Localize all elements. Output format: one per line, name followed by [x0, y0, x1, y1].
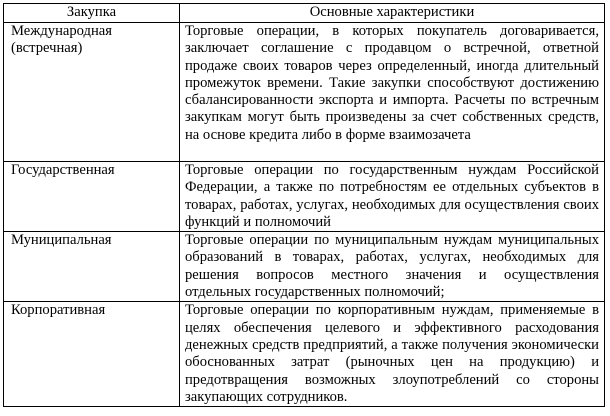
row-name: Государственная [4, 162, 180, 232]
row-name: Муниципальная [4, 232, 180, 302]
table-row [4, 162, 605, 232]
row-description: Торговые операции, в которых покупатель договаривается, заключает соглашение с продавцом о встречной, ответной продаже своих товаров через определенный, иногда длительный промежуток времени. Такие закупки способствуют достижению сбалансированности экспорта и импорта. Расчеты по встречным закупкам могут быть произведены за счет собственных средств, на основе кредита либо в форме взаимозачета [180, 23, 605, 162]
table-header-row [4, 4, 605, 23]
procurement-types-table [3, 3, 605, 407]
table-row [4, 232, 605, 302]
row-description: Торговые операции по корпоративным нуждам, применяемые в целях обеспечения целевого и эффективного расходования денежных средств предприятий, а также получения экономически обоснованных затрат (рыночных цен на продукцию) и предотвращения возможных злоупотреблений со стороны закупающих сотрудников. [180, 302, 605, 407]
header-procurement: Закупка [4, 4, 180, 23]
row-name: Международная (встречная) [4, 23, 180, 162]
table-row [4, 302, 605, 407]
table-row [4, 23, 605, 162]
header-characteristics: Основные характеристики [180, 4, 605, 23]
row-description: Торговые операции по муниципальным нуждам муниципальных образований в товарах, работах, услугах, необходимых для решения вопросов местного значения и осуществления отдельных государственных полномочий; [180, 232, 605, 302]
row-name: Корпоративная [4, 302, 180, 407]
row-description: Торговые операции по государственным нуждам Российской Федерации, а также по потребностям ее отдельных субъектов в товарах, работах, услугах, необходимых для осуществления своих функций и полномочий [180, 162, 605, 232]
